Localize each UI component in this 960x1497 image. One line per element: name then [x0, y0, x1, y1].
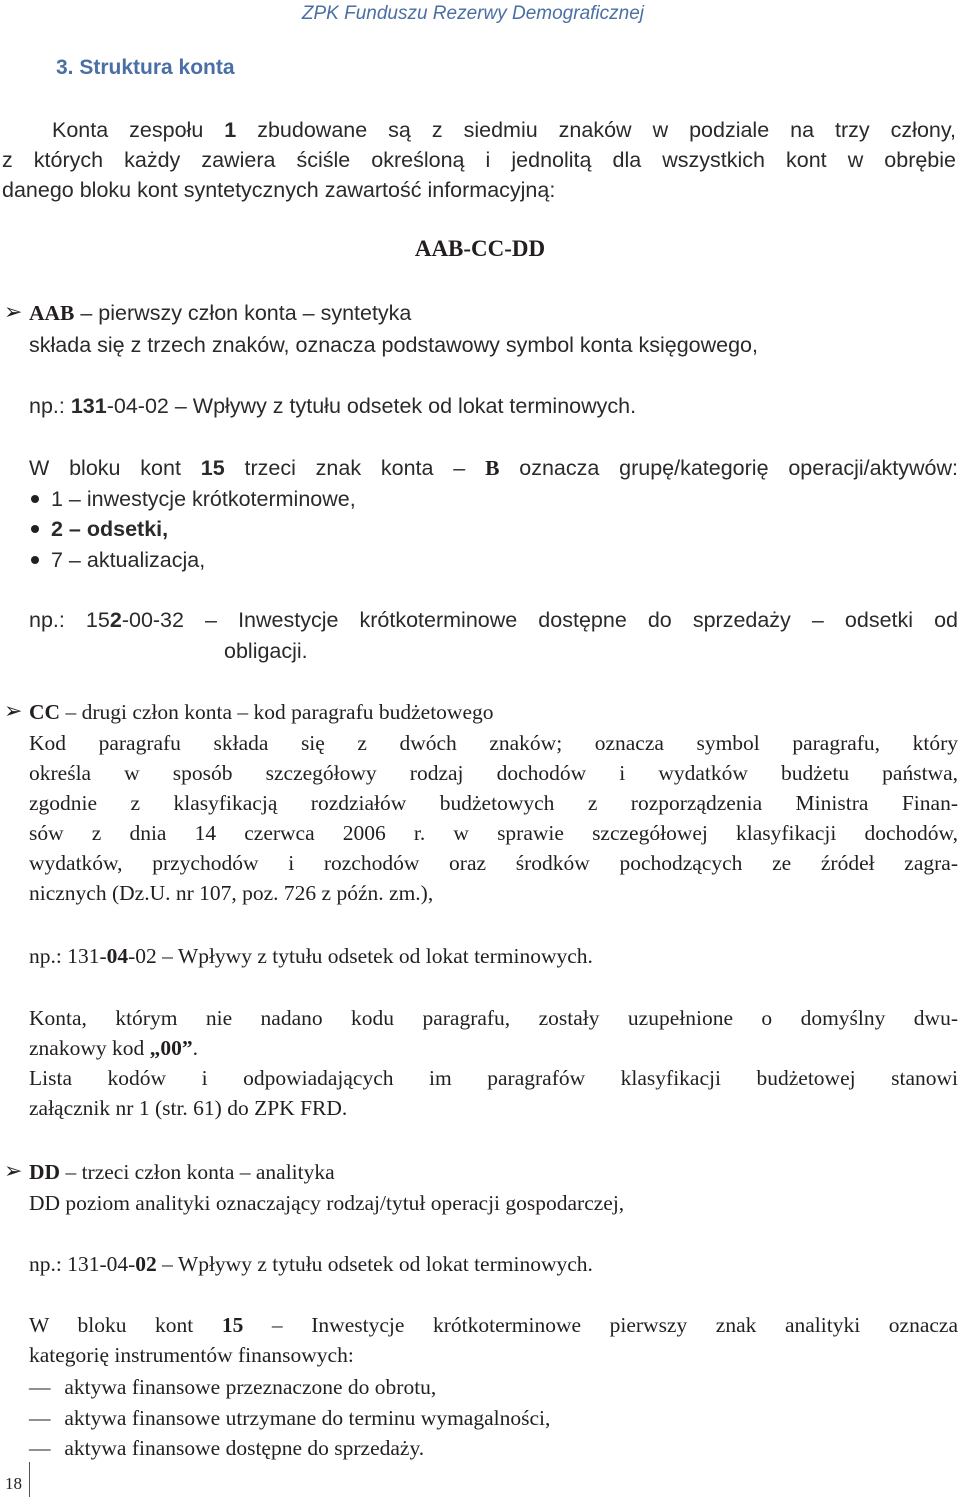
page-number: 18	[5, 1474, 22, 1493]
intro-line-1: Konta zespołu 1 zbudowane są z siedmiu znaków w podziale na trzy człony,	[52, 118, 956, 142]
margin-rule	[29, 1462, 30, 1497]
list-item: 7 – aktualizacja,	[29, 545, 958, 575]
dash-marker: —	[29, 1406, 51, 1430]
dd-example: np.: 131-04-02 – Wpływy z tytułu odsetek od lokat terminowych.	[29, 1252, 593, 1276]
bullet-dot-icon	[31, 495, 39, 503]
arrow-bullet-icon: ➢	[4, 699, 23, 724]
list-item: 2 – odsetki,	[29, 514, 958, 544]
dash-marker: —	[29, 1436, 51, 1460]
aab-example-2: np.: 152-00-32 – Inwestycje krótkoterminowe dostępne do sprzedaży – odsetki od	[29, 608, 959, 632]
aab-title: AAB – pierwszy człon konta – syntetyka	[29, 301, 412, 325]
account-code-format: AAB-CC-DD	[414, 236, 546, 261]
cc-description: Kod paragrafu składa się z dwóch znaków; oznacza symbol paragrafu, który określa w sposób szczegółowy rodzaj dochodów i wydatków budżetu państwa, zgodnie z klasyfikacją rozdziałów budżetowych z rozporządzenia Ministra Finan- sów z dnia 14 czerwca 2006 r. w sprawie szczegółowej klasyfikacji dochodów, wydatków, przychodów i rozchodów oraz środków pochodzących ze źródeł zagra- nicznych (Dz.U. nr 107, poz. 726 z późn. zm.),	[29, 731, 958, 905]
intro-line-2: z których każdy zawiera ściśle określoną i jednolitą dla wszystkich kont w obrębie	[2, 148, 956, 172]
dash-marker: —	[29, 1375, 51, 1399]
running-header: ZPK Funduszu Rezerwy Demograficznej	[301, 3, 644, 24]
cc-example: np.: 131-04-02 – Wpływy z tytułu odsetek od lokat terminowych.	[29, 944, 593, 968]
arrow-bullet-icon: ➢	[4, 1159, 23, 1184]
cc-title: CC – drugi człon konta – kod paragrafu budżetowego	[29, 700, 494, 724]
intro-line-3: danego bloku kont syntetycznych zawartość informacyjną:	[2, 178, 556, 202]
list-item: 1 – inwestycje krótkoterminowe,	[29, 484, 958, 514]
section-title: 3. Struktura konta	[56, 56, 235, 79]
list-item: — aktywa finansowe utrzymane do terminu wymagalności,	[29, 1403, 958, 1433]
aab-example-2-cont: obligacji.	[224, 639, 308, 663]
dd-title: DD – trzeci człon konta – analityka	[29, 1160, 335, 1184]
dd-description: DD poziom analityki oznaczający rodzaj/tytuł operacji gospodarczej,	[29, 1191, 625, 1215]
aab-example: np.: 131-04-02 – Wpływy z tytułu odsetek od lokat terminowych.	[29, 394, 637, 418]
aab-block15: W bloku kont 15 trzeci znak konta – B oznacza grupę/kategorię operacji/aktywów:	[29, 456, 959, 480]
aab-description: składa się z trzech znaków, oznacza podstawowy symbol konta księgowego,	[29, 333, 758, 357]
list-item: — aktywa finansowe przeznaczone do obrotu,	[29, 1372, 958, 1402]
dd-block15: W bloku kont 15 – Inwestycje krótkoterminowe pierwszy znak analityki oznacza kategorię instrumentów finansowych:	[29, 1313, 958, 1367]
intro-paragraph	[2, 115, 956, 205]
list-item: — aktywa finansowe dostępne do sprzedaży.	[29, 1433, 958, 1463]
bullet-dot-icon	[31, 556, 39, 564]
bullet-dot-icon	[31, 525, 39, 533]
cc-default-code-note: Konta, którym nie nadano kodu paragrafu, zostały uzupełnione o domyślny dwu- znakowy kod „00”. Lista kodów i odpowiadających im paragrafów klasyfikacji budżetowej stanowi załącznik nr 1 (str. 61) do ZPK FRD.	[29, 1006, 958, 1120]
arrow-bullet-icon: ➢	[4, 300, 23, 325]
